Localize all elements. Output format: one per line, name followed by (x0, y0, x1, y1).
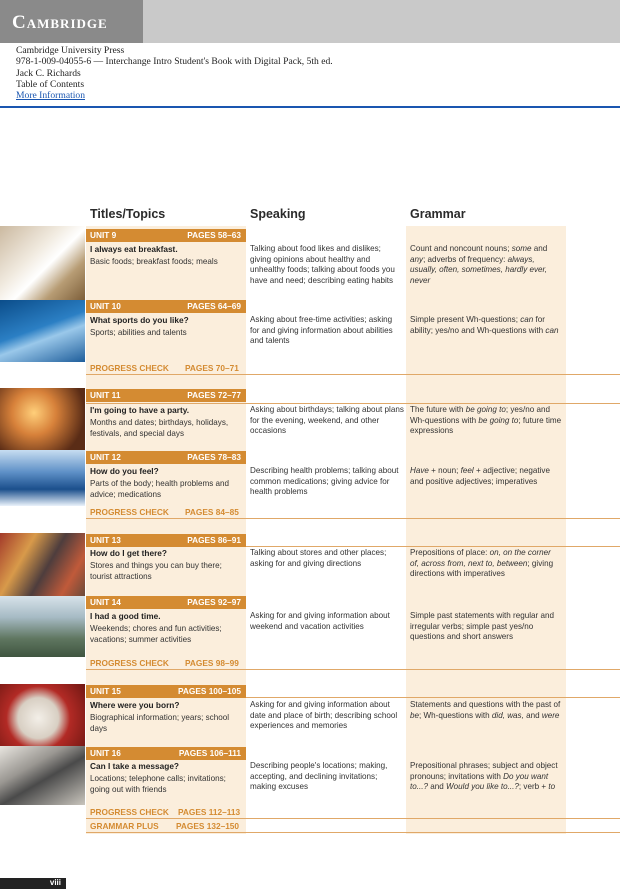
unit-title: How do I get there? (90, 548, 167, 558)
progress-check-label: PROGRESS CHECK (90, 363, 169, 373)
divider-before-grammar-plus (86, 818, 620, 819)
unit-14-bar (86, 596, 246, 609)
book-author: Jack C. Richards (16, 67, 81, 79)
unit-pages: PAGES 58–63 (187, 230, 241, 240)
divider-before-unit-11 (86, 403, 620, 404)
divider-after-check-3 (86, 669, 620, 670)
progress-check-label: PROGRESS CHECK (90, 658, 169, 668)
medicine-bottles-photo (0, 450, 85, 506)
birthday-cake-photo (0, 388, 85, 450)
unit-speaking: Asking for and giving information about date and place of birth; describing school experiences and memories (250, 700, 398, 731)
unit-topics: Parts of the body; health problems and advice; medications (90, 479, 230, 499)
unit-grammar: Prepositional phrases; subject and object pronouns; invitations with Do you want to...? and Would you like to...?; verb + to (410, 761, 558, 792)
unit-grammar: Count and noncount nouns; some and any; adverbs of frequency: always, usually, often, sometimes, hardly ever, never (410, 244, 548, 285)
progress-check-pages: PAGES 84–85 (185, 507, 239, 517)
mountain-hiker-photo (0, 596, 85, 657)
swimmer-photo (0, 300, 85, 362)
titles-topics-heading: Titles/Topics (90, 207, 166, 221)
more-information-link[interactable]: More Information (16, 90, 86, 102)
publisher-header-bar (0, 0, 620, 43)
book-metadata (16, 45, 333, 101)
progress-check-pages: PAGES 98–99 (185, 658, 239, 668)
unit-16-bar (86, 747, 246, 760)
unit-10-bar (86, 300, 246, 313)
unit-label: UNIT 9 (90, 230, 117, 240)
unit-pages: PAGES 92–97 (187, 597, 241, 607)
breakfast-photo (0, 226, 85, 300)
page-number-tab (0, 878, 66, 889)
header-divider (0, 106, 620, 108)
grammar-plus-pages: PAGES 132–150 (176, 821, 240, 831)
unit-grammar: Simple present Wh-questions; can for ability; yes/no and Wh-questions with can (410, 315, 559, 335)
unit-speaking: Talking about food likes and dislikes; giving opinions about healthy and unhealthy foods; talking about foods you have and need; describing eating habits (250, 244, 395, 285)
unit-topics: Sports; abilities and talents (90, 328, 187, 337)
unit-topics: Biographical information; years; school days (90, 713, 230, 733)
cambridge-logo-box (0, 0, 143, 43)
unit-title: I always eat breakfast. (90, 244, 178, 254)
unit-title: How do you feel? (90, 466, 159, 476)
unit-speaking: Describing people's locations; making, accepting, and declining invitations; making excuses (250, 761, 388, 792)
unit-pages: PAGES 78–83 (187, 452, 241, 462)
unit-13-bar (86, 534, 246, 547)
unit-pages: PAGES 106–111 (178, 748, 241, 758)
unit-title: Can I take a message? (90, 761, 180, 771)
unit-label: UNIT 13 (90, 535, 121, 545)
publisher-name: Cambridge University Press (16, 45, 125, 56)
unit-pages: PAGES 64–69 (187, 301, 241, 311)
unit-title: Where were you born? (90, 700, 180, 710)
divider-after-check-1 (86, 374, 620, 375)
unit-title: What sports do you like? (90, 315, 189, 325)
unit-label: UNIT 14 (90, 597, 121, 607)
unit-speaking: Asking about birthdays; talking about plans for the evening, weekend, and other occasions (250, 405, 404, 436)
speaking-heading: Speaking (250, 207, 306, 221)
unit-11-bar (86, 389, 246, 402)
unit-topics: Locations; telephone calls; invitations; going out with friends (90, 774, 226, 794)
unit-grammar: Simple past statements with regular and irregular verbs; simple past yes/no questions and short answers (410, 611, 554, 642)
unit-topics: Weekends; chores and fun activities; vacations; summer activities (90, 624, 222, 644)
unit-title: I'm going to have a party. (90, 405, 190, 415)
unit-pages: PAGES 86–91 (187, 535, 241, 545)
grammar-plus-label: GRAMMAR PLUS (90, 821, 159, 831)
unit-label: UNIT 15 (90, 686, 121, 696)
divider-end (86, 832, 620, 833)
unit-topics: Stores and things you can buy there; tourist attractions (90, 561, 222, 581)
grammar-heading: Grammar (410, 207, 466, 221)
unit-title: I had a good time. (90, 611, 161, 621)
unit-label: UNIT 11 (90, 390, 121, 400)
unit-pages: PAGES 72–77 (187, 390, 241, 400)
unit-9-bar (86, 229, 246, 242)
unit-12-bar (86, 451, 246, 464)
unit-pages: PAGES 100–105 (177, 686, 241, 696)
unit-speaking: Asking about free-time activities; asking for and giving information about abilities and talents (250, 315, 393, 346)
clock-photo (0, 684, 85, 746)
unit-speaking: Describing health problems; talking about common medications; giving advice for health problems (250, 466, 399, 497)
cambridge-logo: Cambridge (12, 12, 108, 33)
divider-after-check-2 (86, 518, 620, 519)
progress-check-label: PROGRESS CHECK (90, 507, 169, 517)
progress-check-label: PROGRESS CHECK (90, 807, 169, 817)
unit-grammar: Have + noun; feel + adjective; negative and positive adjectives; imperatives (410, 466, 550, 486)
unit-label: UNIT 16 (90, 748, 121, 758)
progress-check-pages: PAGES 70–71 (185, 363, 239, 373)
unit-grammar: Statements and questions with the past of be; Wh-questions with did, was, and were (410, 700, 561, 720)
unit-topics: Basic foods; breakfast foods; meals (90, 257, 218, 266)
progress-check-pages: PAGES 112–113 (178, 807, 241, 817)
unit-speaking: Asking for and giving information about weekend and vacation activities (250, 611, 390, 631)
crowded-street-photo (0, 533, 85, 596)
unit-grammar: The future with be going to; yes/no and Wh-questions with be going to; future time expressions (410, 405, 562, 436)
unit-label: UNIT 10 (90, 301, 121, 311)
page-number: viii (49, 878, 61, 887)
unit-grammar: Prepositions of place: on, on the corner of, across from, next to, between; giving directions with imperatives (410, 548, 554, 579)
unit-15-bar (86, 685, 246, 698)
unit-label: UNIT 12 (90, 452, 121, 462)
unit-topics: Months and dates; birthdays, holidays, festivals, and special days (90, 418, 229, 438)
book-isbn-title: 978-1-009-04055-6 — Interchange Intro Student's Book with Digital Pack, 5th ed. (16, 56, 333, 68)
unit-speaking: Talking about stores and other places; asking for and giving directions (250, 548, 387, 568)
phone-photo (0, 746, 85, 805)
section-name: Table of Contents (16, 78, 85, 90)
